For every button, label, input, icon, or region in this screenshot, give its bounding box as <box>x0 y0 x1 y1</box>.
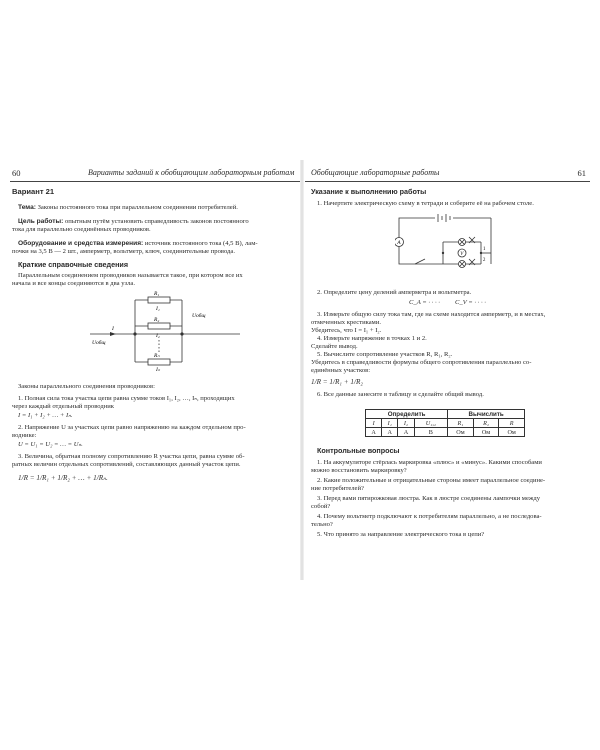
label-i2: I₂ <box>156 333 160 339</box>
right-page-number: 61 <box>577 168 586 178</box>
law3-text-1: 3. Величина, обратная полному сопротивлению R участка цепи, равна сумме об- <box>18 453 245 460</box>
cv-label: C_V = · · · · <box>455 299 486 306</box>
unit-cell: А <box>398 428 414 437</box>
right-page-header <box>305 168 590 179</box>
step2-text: 2. Определите цену делений амперметра и вольтметра. <box>317 289 472 296</box>
right-running-title: Обобщающие лабораторные работы <box>311 168 440 177</box>
label-r1: R₁ <box>154 291 160 297</box>
variant-title: Вариант 21 <box>12 187 55 196</box>
unit-cell: В <box>414 428 448 437</box>
right-page <box>305 160 590 580</box>
instructions-heading: Указание к выполнению работы <box>311 187 427 196</box>
question2-text-1: 2. Какие положительные и отрицательные стороны имеет параллельное соедине- <box>317 477 546 484</box>
question4-text-2: тельно? <box>311 521 333 528</box>
point-1-label: 1 <box>483 247 486 252</box>
parallel-circuit-diagram <box>90 290 240 372</box>
unit-cell: Ом <box>448 428 474 437</box>
question2-text-2: ние потребителей? <box>311 485 364 492</box>
group-measure: Определить <box>366 410 448 419</box>
col-header: U₁,₂ <box>414 419 448 428</box>
question3-text-1: 3. Перед вами пятирожковая люстра. Как в люстре соединены лампочки между <box>317 495 541 502</box>
equipment-label: Оборудование и средства измерения: <box>18 240 144 247</box>
laws-intro: Законы параллельного соединения проводников: <box>18 383 155 390</box>
col-header: I₁ <box>382 419 398 428</box>
step5-text-2: Убедитесь в справедливости формулы общего сопротивления параллельно со- <box>311 359 532 366</box>
point-2-label: 2 <box>483 258 486 263</box>
col-header: I <box>366 419 382 428</box>
left-page <box>10 160 300 580</box>
question5-text: 5. Что принято за направление электрического тока в цепи? <box>317 531 485 538</box>
step3-text-2: отмеченных крестиками. <box>311 319 382 326</box>
unit-cell: Ом <box>499 428 525 437</box>
goal-text-2: тока для параллельно соединённых проводников. <box>12 226 151 233</box>
right-header-rule <box>305 181 590 182</box>
step3-text-3: Убедитесь, что I = I₁ + I₂. <box>311 327 382 334</box>
reference-text-2: начала и все концы соединяются в два узла. <box>12 280 135 287</box>
equipment-text-1: источник постоянного тока (4,5 В), лам- <box>144 240 258 247</box>
col-header: I₂ <box>398 419 414 428</box>
book-spread <box>0 160 600 580</box>
resistor-r1 <box>148 297 170 303</box>
left-header-rule <box>10 181 300 182</box>
step5-formula: 1/R = 1/R₁ + 1/R₂ <box>311 378 363 386</box>
right-node-dot <box>180 332 183 335</box>
law1-formula: I = I₁ + I₂ + … + Iₙ. <box>18 412 73 419</box>
step5-text-3: единённых участков: <box>311 367 371 374</box>
ammeter-label: A <box>397 240 401 246</box>
book-gutter <box>300 160 304 580</box>
law1-text-1: 1. Полная сила тока участка цепи равна сумме токов I₁, I₂, …, Iₙ, проходящих <box>18 395 235 402</box>
unit-cell: Ом <box>473 428 499 437</box>
label-i-main: I <box>112 326 114 332</box>
step6-text: 6. Все данные занесите в таблицу и сделайте общий вывод. <box>317 391 484 398</box>
question1-text-2: можно восстановить маркировку? <box>311 467 407 474</box>
step5-text-1: 5. Вычислите сопротивление участков R, R₁, R₂. <box>317 351 453 358</box>
equipment-text-2: почки на 3,5 В — 2 шт., амперметр, вольтметр, ключ, соединительные провода. <box>12 248 235 255</box>
questions-heading: Контрольные вопросы <box>317 446 400 455</box>
step4-text-1: 4. Измерьте напряжение в точках 1 и 2. <box>317 335 427 342</box>
reference-heading: Краткие справочные сведения <box>18 260 129 269</box>
col-header: R₁ <box>448 419 474 428</box>
law2-text-1: 2. Напряжение U за участках цепи равно напряжению на каждом отдельном про- <box>18 424 246 431</box>
step4-text-2: Сделайте вывод. <box>311 343 358 350</box>
question4-text-1: 4. Почему вольтметр подключают к потребителям параллельно, а не последова- <box>317 513 542 520</box>
switch-key <box>415 259 425 264</box>
law3-text-2: ратных величин отдельных сопротивлений, составляющих данный участок цепи. <box>12 461 241 468</box>
label-u-left: Uобщ <box>92 340 106 346</box>
law2-text-2: воднике: <box>12 432 37 439</box>
label-i1: I₁ <box>156 306 160 312</box>
table-group-row <box>366 410 525 419</box>
group-calc: Вычислить <box>448 410 525 419</box>
current-arrow <box>110 332 116 336</box>
col-header: R <box>499 419 525 428</box>
step3-text-1: 3. Измерьте общую силу тока там, где на схеме находится амперметр, и в местах, <box>317 311 546 318</box>
ca-label: C_A = · · · · <box>409 299 440 306</box>
topic-text: Законы постоянного тока при параллельном соединении потребителей. <box>37 204 238 211</box>
left-page-number: 60 <box>12 168 21 178</box>
col-header: R₂ <box>473 419 499 428</box>
topic-line <box>18 204 238 212</box>
experiment-circuit-diagram <box>395 212 495 270</box>
step1-text: 1. Начертите электрическую схему в тетради и соберите её на рабочем столе. <box>317 200 534 207</box>
left-node-dot <box>133 332 136 335</box>
voltmeter-label: V <box>460 252 464 257</box>
table-header-row <box>366 419 525 428</box>
label-rn: Rₙ <box>154 353 160 359</box>
left-page-header <box>10 168 300 179</box>
unit-cell: А <box>382 428 398 437</box>
left-running-title: Варианты заданий к обобщающим лабораторным работам <box>88 168 295 177</box>
law3-formula: 1/R = 1/R₁ + 1/R₂ + … + 1/Rₙ. <box>18 474 108 482</box>
goal-label: Цель работы: <box>18 218 64 225</box>
table-units-row <box>366 428 525 437</box>
reference-text-1: Параллельным соединением проводников называется такое, при котором все их <box>18 272 243 279</box>
results-table <box>365 409 525 437</box>
law2-formula: U = U₁ = U₂ = … = Uₙ. <box>18 441 83 448</box>
resistor-r2 <box>148 323 170 329</box>
law1-text-2: через каждый отдельный проводник <box>12 403 114 410</box>
question1-text-1: 1. На аккумуляторе стёрлась маркировка «плюс» и «минус». Какими способами <box>317 459 542 466</box>
topic-label: Тема: <box>18 204 36 211</box>
resistor-rn <box>148 359 170 365</box>
label-r2: R₂ <box>154 317 160 323</box>
question3-text-2: собой? <box>311 503 331 510</box>
goal-text-1: опытным путём установить справедливость законов постоянного <box>64 218 249 225</box>
unit-cell: А <box>366 428 382 437</box>
label-u-right: Uобщ <box>192 313 206 319</box>
label-in: Iₙ <box>156 367 161 372</box>
